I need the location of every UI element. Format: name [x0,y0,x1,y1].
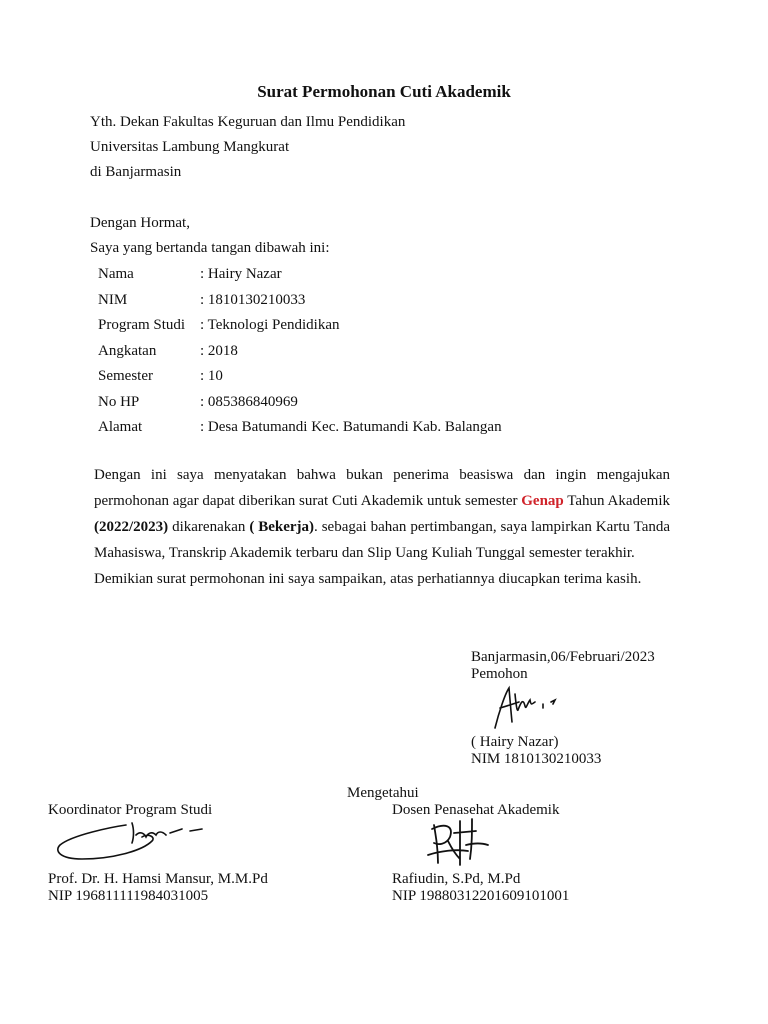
applicant-nim: NIM 1810130210033 [471,751,602,767]
advisor-nip: NIP 19880312201609101001 [392,888,570,904]
field-row-name [98,265,282,283]
coordinator-signature [52,815,212,865]
greeting: Dengan Hormat, [90,215,190,231]
statement-paragraph: Dengan ini saya menyatakan bahwa bukan penerima beasiswa dan ingin mengajukan permohonan agar dapat diberikan surat Cuti Akademik untuk semester Genap Tahun Akademik (2022/2023) dikarenakan ( Bekerja). sebagai bahan pertimbangan, saya lampirkan Kartu Tanda Mahasiswa, Transkrip Akademik terbaru dan Slip Uang Kuliah Tunggal semester terakhir. [94,467,671,561]
applicant-signature [485,682,575,732]
reason: ( Bekerja) [249,519,315,535]
field-value: : 1810130210033 [200,292,306,308]
closing-paragraph: Demikian surat permohonan ini saya sampaikan, atas perhatiannya diucapkan terima kasih. [94,571,642,587]
field-value: : Desa Batumandi Kec. Batumandi Kab. Balangan [200,419,502,435]
recipient-line-3: di Banjarmasin [90,164,182,180]
semester-highlight: Genap [521,493,564,509]
field-value: : 10 [200,368,223,384]
field-row-address [98,418,502,436]
field-label: Alamat [98,419,143,435]
field-label: NIM [98,292,128,308]
field-label: Semester [98,368,153,384]
applicant-role: Pemohon [471,666,528,682]
field-label: Angkatan [98,343,157,359]
field-row-nim [98,291,305,309]
field-row-semester [98,367,223,385]
advisor-role: Dosen Penasehat Akademik [392,802,560,818]
applicant-name: ( Hairy Nazar) [471,734,559,750]
advisor-name: Rafiudin, S.Pd, M.Pd [392,871,521,887]
field-value: : Hairy Nazar [200,266,282,282]
field-row-program [98,316,340,334]
field-row-phone [98,393,298,411]
field-value: : Teknologi Pendidikan [200,317,340,333]
coordinator-role: Koordinator Program Studi [48,802,213,818]
field-value: : 085386840969 [200,394,298,410]
body-paragraph [94,462,670,592]
advisor-signature [420,815,500,870]
field-label: Nama [98,266,134,282]
field-label: No HP [98,394,140,410]
acknowledged-label: Mengetahui [347,785,419,801]
intro-text: Saya yang bertanda tangan dibawah ini: [90,240,330,256]
letter-title: Surat Permohonan Cuti Akademik [257,82,511,101]
place-date: Banjarmasin,06/Februari/2023 [471,649,655,665]
field-label: Program Studi [98,317,186,333]
recipient-line-2: Universitas Lambung Mangkurat [90,139,290,155]
academic-year: (2022/2023) [94,519,169,535]
field-row-angkatan [98,342,238,360]
recipient-line-1: Yth. Dekan Fakultas Keguruan dan Ilmu Pendidikan [90,114,406,130]
coordinator-name: Prof. Dr. H. Hamsi Mansur, M.M.Pd [48,871,268,887]
coordinator-nip: NIP 196811111984031005 [48,888,209,904]
field-value: : 2018 [200,343,238,359]
